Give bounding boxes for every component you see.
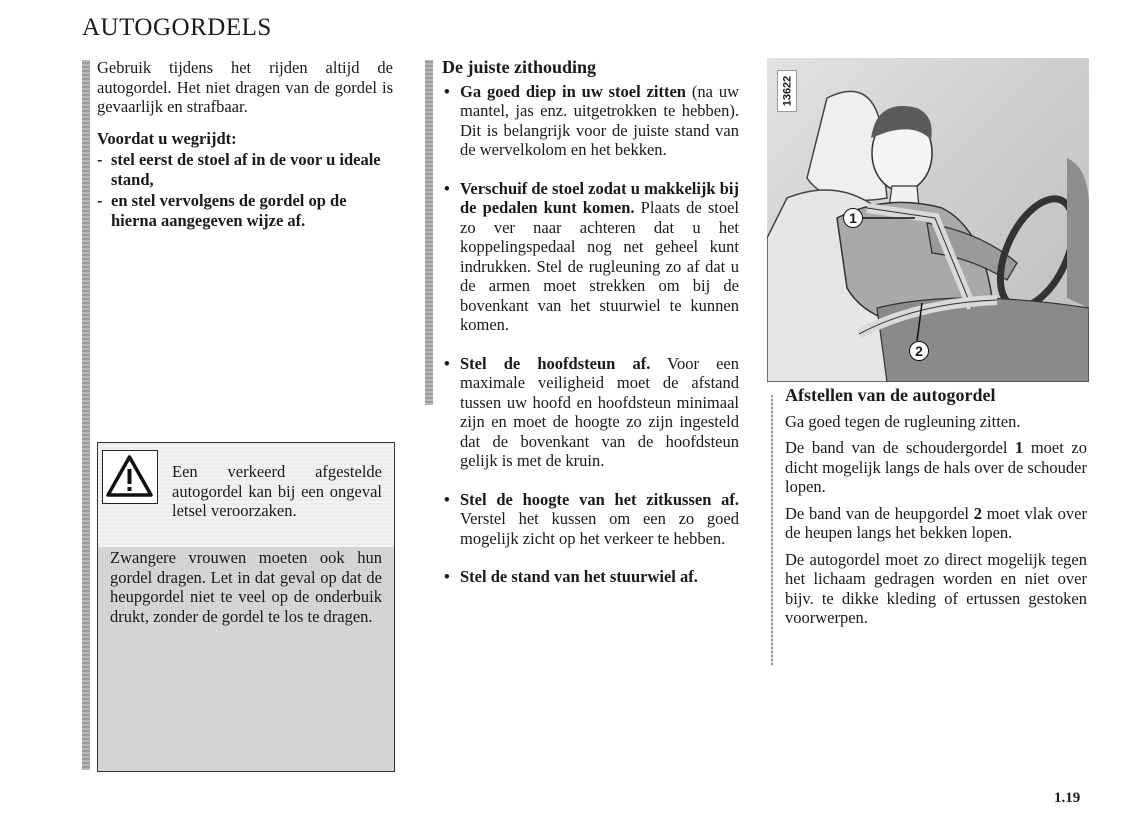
bullet-lead: Stel de hoofdsteun af. [460,353,651,373]
bullet-body: Plaats de stoel zo ver naar achteren dat u het koppelingspedaal nog net geheel kunt indrukken. Stel de rugleuning zo af dat u de armen moet strekken om bij de bovenkant van het stuurwiel te kunnen komen. [460,198,739,334]
left-column [97,58,393,230]
warning-triangle-icon [102,450,158,504]
bullet-lead: Ga goed diep in uw stoel zitten [460,81,686,101]
before-driving-heading: Voordat u wegrijdt: [97,128,237,148]
bullet-body: (na uw mantel, jas enz. uitgetrokken te hebben). Dit is belangrijk voor de juiste stand van de wervelkolom en het bekken. [460,81,740,159]
figure-number-label: 13622 [777,70,797,112]
callout-1: 1 [843,208,863,228]
bullet-item [442,82,739,160]
right-column [785,386,1087,628]
bullet-lead: Stel de hoogte van het zitkussen af. [460,489,739,509]
callout-2: 2 [909,341,929,361]
belt-para-1: Ga goed tegen de rugleuning zitten. [785,411,1021,431]
bullet-body: Voor een maximale veiligheid moet de afstand tussen uw hoofd en hoofdsteun minimaal zijn en moet de hoogte zo zijn ingesteld dat de bovenkant van de hoofdsteun gelijk is met de kruin. [460,353,739,470]
middle-column [442,58,739,587]
bullet-body: Verstel het kussen om een zo goed mogelijk zicht op het verkeer te hebben. [460,509,739,548]
warning-text-1: Een verkeerd afgestelde autogordel kan bij een ongeval letsel veroorzaken. [172,462,382,520]
bullet-item [442,490,739,549]
step-item: - stel eerst de stoel af in de voor u ideale stand, [97,150,393,189]
bullet-lead: Stel de stand van het stuurwiel af. [460,567,698,586]
bullet-item [442,179,739,335]
belt-para-3: De band van de heupgordel 2 moet vlak over de heupen langs het bekken lopen. [785,503,1088,542]
bullet-lead: Verschuif de stoel zodat u makkelijk bij de pedalen kunt komen. [460,178,739,217]
step-item: - en stel vervolgens de gordel op de hierna aangegeven wijze af. [97,191,393,230]
driver-seatbelt-illustration [767,58,1089,382]
middle-margin-bar [425,60,433,405]
intro-text: Gebruik tijdens het rijden altijd de autogordel. Het niet dragen van de gordel is gevaarlijk en strafbaar. [97,58,393,116]
belt-para-2: De band van de schoudergordel 1 moet zo dicht mogelijk langs de hals over de schouder lopen. [785,438,1087,496]
left-margin-bar [82,60,90,770]
page-number: 1.19 [1054,790,1081,806]
right-margin-line [771,395,773,665]
posture-heading: De juiste zithouding [442,57,597,77]
belt-para-4: De autogordel moet zo direct mogelijk tegen het lichaam gedragen worden en niet over bijv. te dikke kleding of ertussen gestoken voorwerpen. [785,549,1087,627]
bullet-item [442,354,739,471]
bullet-item [442,567,739,587]
belt-adjust-heading: Afstellen van de autogordel [785,385,996,405]
page-title: AUTOGORDELS [82,14,272,41]
warning-text-2: Zwangere vrouwen moeten ook hun gordel dragen. Let in dat geval op dat de heupgordel niet te veel op de onderbuik drukt, zonder de gordel te los te dragen. [110,548,382,626]
